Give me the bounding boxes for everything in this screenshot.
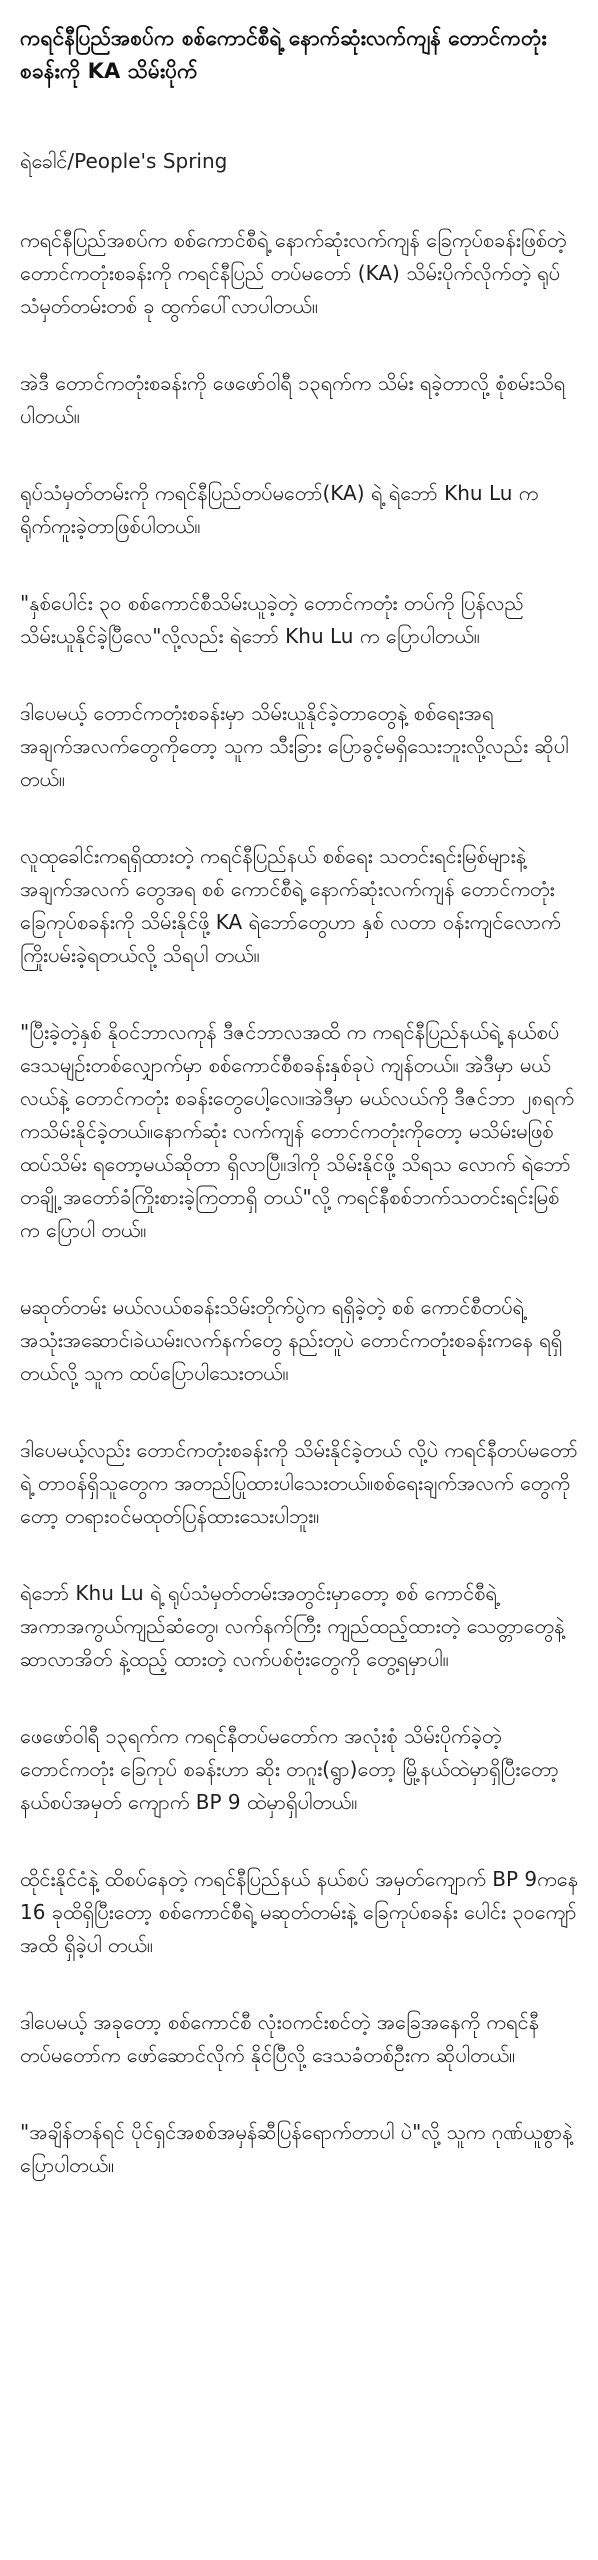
article-paragraph: ရဲဘော် Khu Lu ရဲ့ ရုပ်သံမှတ်တမ်းအတွင်းမှာတော့ စစ် ကောင်စီရဲ့ အကာအကွယ်ကျည်ဆံတွေ၊ လက်နက်ကြီး ကျည်ထည့်ထားတဲ့ သေတ္တာတွေနဲ့ ဆာလာအိတ် နဲ့ထည့် ထားတဲ့ လက်ပစ်ဗုံးတွေကို တွေ့ရမှာပါ။ — [20, 1581, 565, 1671]
article-paragraph: မဆုတ်တမ်း မယ်လယ်စခန်းသိမ်းတိုက်ပွဲက ရရှိခဲ့တဲ့ စစ် ကောင်စီတပ်ရဲ့ အသုံးအဆောင်၊ခဲယမ်း၊လက်နက်တွေ နည်းတူပဲ တောင်ကတုံးစခန်းကနေ ရရှိတယ်လို့ သူက ထပ်ပြောပါသေးတယ်။ — [20, 1295, 563, 1385]
article-paragraph: ဒါပေမယ့်လည်း တောင်ကတုံးစခန်းကို သိမ်းနိုင်ခဲ့တယ် လို့ပဲ ကရင်နီတပ်မတော်ရဲ့ တာဝန်ရှိသူတွေက အတည်ပြုထားပါသေးတယ်။စစ်ရေးချက်အလက် တွေကိုတော့ တရားဝင်မထုတ်ပြန်ထားသေးပါဘူး။ — [20, 1438, 578, 1528]
article-byline: ရဲခေါင်/People's Spring — [20, 149, 228, 173]
article-paragraph: ထိုင်းနိုင်ငံနဲ့ ထိစပ်နေတဲ့ ကရင်နီပြည်နယ် နယ်စပ် အမှတ်ကျောက် BP 9ကနေ 16 ခုထိရှိပြီးတော့ စစ်ကောင်စီရဲ့ မဆုတ်တမ်းနဲ့ ခြေကုပ်စခန်း ပေါင်း ၃၀ကျော်အထိ ရှိခဲ့ပါ တယ်။ — [20, 1867, 578, 1957]
article-paragraph: အဲဒီ တောင်ကတုံးစခန်းကို ဖေဖော်ဝါရီ ၁၃ရက်က သိမ်း ရခဲ့တာလို့ စုံစမ်းသိရပါတယ်။ — [20, 371, 566, 428]
article-paragraph: ဒါပေမယ့် တောင်ကတုံးစခန်းမှာ သိမ်းယူနိုင်ခဲ့တာတွေနဲ့ စစ်ရေးအရ အချက်အလက်တွေကိုတော့ သူက သီးခြား ပြောခွင့်မရှိသေးဘူးလို့လည်း ဆိုပါတယ်။ — [20, 701, 569, 791]
article-paragraph: ဒါပေမယ့် အခုတော့ စစ်ကောင်စီ လုံးဝကင်းစင်တဲ့ အခြေအနေကို ကရင်နီတပ်မတော်က ဖော်ဆောင်လိုက် နိုင်ပြီလို့ ဒေသခံတစ်ဦးက ဆိုပါတယ်။ — [20, 2010, 539, 2067]
article-paragraph: "နှစ်ပေါင်း ၃၀ စစ်ကောင်စီသိမ်းယူခဲ့တဲ့ တောင်ကတုံး တပ်ကို ပြန်လည်သိမ်းယူနိုင်ခဲ့ပြီလေ"လို့လည်း ရဲဘော် Khu Lu က ပြောပါတယ်။ — [20, 591, 524, 648]
article-paragraph: ကရင်နီပြည်အစပ်က စစ်ကောင်စီရဲ့ နောက်ဆုံးလက်ကျန် ခြေကုပ်စခန်းဖြစ်တဲ့ တောင်ကတုံးစခန်းကို ကရင်နီပြည် တပ်မတော် (KA) သိမ်းပိုက်လိုက်တဲ့ ရုပ်သံမှတ်တမ်းတစ် ခု ထွက်ပေါ်လာပါတယ်။ — [20, 228, 567, 318]
article-paragraph: "အချိန်တန်ရင် ပိုင်ရှင်အစစ်အမှန်ဆီပြန်ရောက်တာပါ ပဲ"လို့ သူက ဂုဏ်ယူစွာနဲ့ ပြောပါတယ်။ — [20, 2120, 573, 2177]
article-paragraph: "ပြီးခဲ့တဲ့နှစ် နိုဝင်ဘာလကုန် ဒီဇင်ဘာလအထိ က ကရင်နီပြည်နယ်ရဲ့ နယ်စပ်ဒေသမျဉ်းတစ်လျှောက်မှာ စစ်ကောင်စီစခန်းနှစ်ခုပဲ ကျန်တယ်။ အဲဒီမှာ မယ်လယ်နဲ့ တောင်ကတုံး စခန်းတွေပေါ့လေ။အဲဒီမှာ မယ်လယ်ကို ဒီဇင်ဘာ ၂၈ရက်ကသိမ်းနိုင်ခဲ့တယ်။နောက်ဆုံး လက်ကျန် တောင်ကတုံးကိုတော့ မသိမ်းမဖြစ် ထပ်သိမ်း ရတော့မယ်ဆိုတာ ရှိလာပြီ။ဒါကို သိမ်းနိုင်ဖို့ သိရသ လောက် ရဲဘော်တချို့ အတော်ခံကြိုးစားခဲ့ကြတာရှိ တယ်"လို့ ကရင်နီစစ်ဘက်သတင်းရင်းမြစ်က ပြောပါ တယ်။ — [20, 1020, 574, 1242]
article-paragraph: လူထုခေါင်းကရရှိထားတဲ့ ကရင်နီပြည်နယ် စစ်ရေး သတင်းရင်းမြစ်များနဲ့ အချက်အလက် တွေအရ စစ် ကောင်စီရဲ့ နောက်ဆုံးလက်ကျန် တောင်ကတုံး ခြေကုပ်စခန်းကို သိမ်းနိုင်ဖို့ KA ရဲဘော်တွေဟာ နှစ် လတာ ဝန်းကျင်လောက် ကြိုးပမ်းခဲ့ရတယ်လို့ သိရပါ တယ်။ — [20, 844, 561, 967]
article-paragraph: ဖေဖော်ဝါရီ ၁၃ရက်က ကရင်နီတပ်မတော်က အလုံးစုံ သိမ်းပိုက်ခဲ့တဲ့ တောင်ကတုံး ခြေကုပ် စခန်းဟာ ဆိုး တဂူး(ရွာ)တော့ မြို့နယ်ထဲမှာရှိပြီးတော့ နယ်စပ်အမှတ် ကျောက် BP 9 ထဲမှာရှိပါတယ်။ — [20, 1724, 559, 1814]
article-paragraph: ရုပ်သံမှတ်တမ်းကို ကရင်နီပြည်တပ်မတော်(KA) ရဲ့ ရဲဘော် Khu Lu က ရိုက်ကူးခဲ့တာဖြစ်ပါတယ်။ — [20, 481, 539, 538]
article-headline: ကရင်နီပြည်အစပ်က စစ်ကောင်စီရဲ့ နောက်ဆုံးလက်ကျန် တောင်ကတုံးစခန်းကို KA သိမ်းပိုက် — [20, 26, 547, 83]
